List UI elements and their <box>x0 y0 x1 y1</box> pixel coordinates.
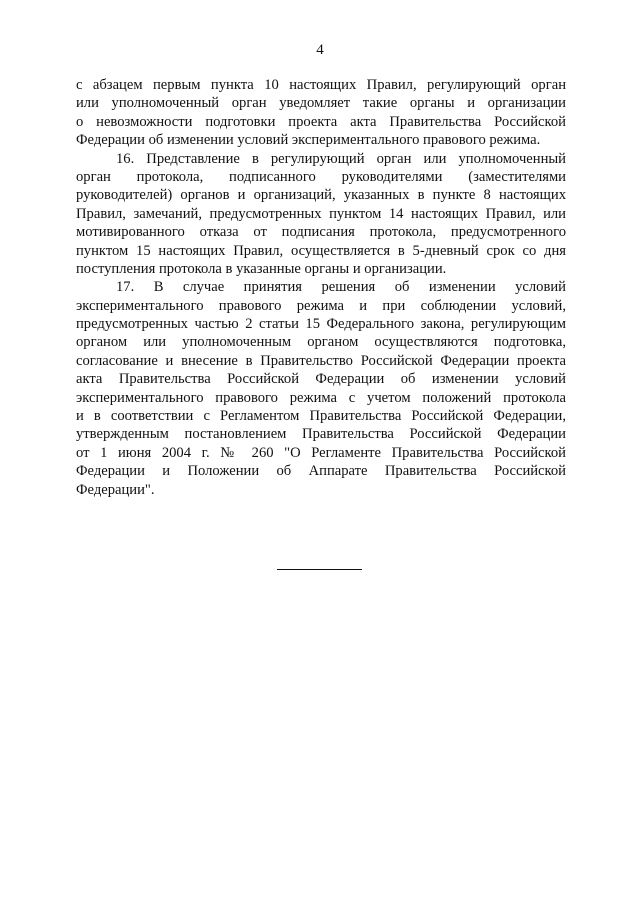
text-line: пунктом 15 настоящих Правил, осуществляется в 5-дневный срок со дня <box>76 242 566 259</box>
text-line: орган протокола, подписанного руководителями (заместителями <box>76 168 566 185</box>
text-line: органом или уполномоченным органом осуществляются подготовка, <box>76 334 566 351</box>
text-line: мотивированного отказа от подписания протокола, предусмотренного <box>76 224 566 241</box>
text-line: предусмотренных частью 2 статьи 15 Федерального закона, регулирующим <box>76 316 566 333</box>
end-of-document-rule <box>277 569 362 570</box>
text-line: руководителей) органов и организаций, указанных в пункте 8 настоящих <box>76 187 566 204</box>
text-line: экспериментального правового режима с учетом положений протокола <box>76 389 566 406</box>
text-line: Федерации". <box>76 481 155 498</box>
text-line: от 1 июня 2004 г. № 260 "О Регламенте Правительства Российской <box>76 444 566 461</box>
text-line: о невозможности подготовки проекта акта Правительства Российской <box>76 113 566 130</box>
text-line: Федерации и Положении об Аппарате Правительства Российской <box>76 463 566 480</box>
paragraph-16 <box>76 150 566 279</box>
document-body <box>76 76 566 499</box>
page-number: 4 <box>316 42 324 58</box>
text-line: экспериментального правового режима и при соблюдении условий, <box>76 297 566 314</box>
paragraph-17 <box>76 278 566 499</box>
text-line: согласование и внесение в Правительство Российской Федерации проекта <box>76 352 566 369</box>
text-line: поступления протокола в указанные органы и организации. <box>76 260 447 277</box>
text-line: 17. В случае принятия решения об изменении условий <box>116 279 566 296</box>
paragraph-15-continuation <box>76 76 566 150</box>
text-line: и в соответствии с Регламентом Правительства Российской Федерации, <box>76 408 566 425</box>
text-line: 16. Представление в регулирующий орган или уполномоченный <box>116 150 566 167</box>
text-line: Федерации об изменении условий экспериментального правового режима. <box>76 132 541 149</box>
text-line: утвержденным постановлением Правительства Российской Федерации <box>76 426 566 443</box>
text-line: с абзацем первым пункта 10 настоящих Правил, регулирующий орган <box>76 77 566 93</box>
text-line: акта Правительства Российской Федерации об изменении условий <box>76 371 566 388</box>
text-line: или уполномоченный орган уведомляет такие органы и организации <box>76 95 566 112</box>
text-line: Правил, замечаний, предусмотренных пунктом 14 настоящих Правил, или <box>76 205 566 222</box>
